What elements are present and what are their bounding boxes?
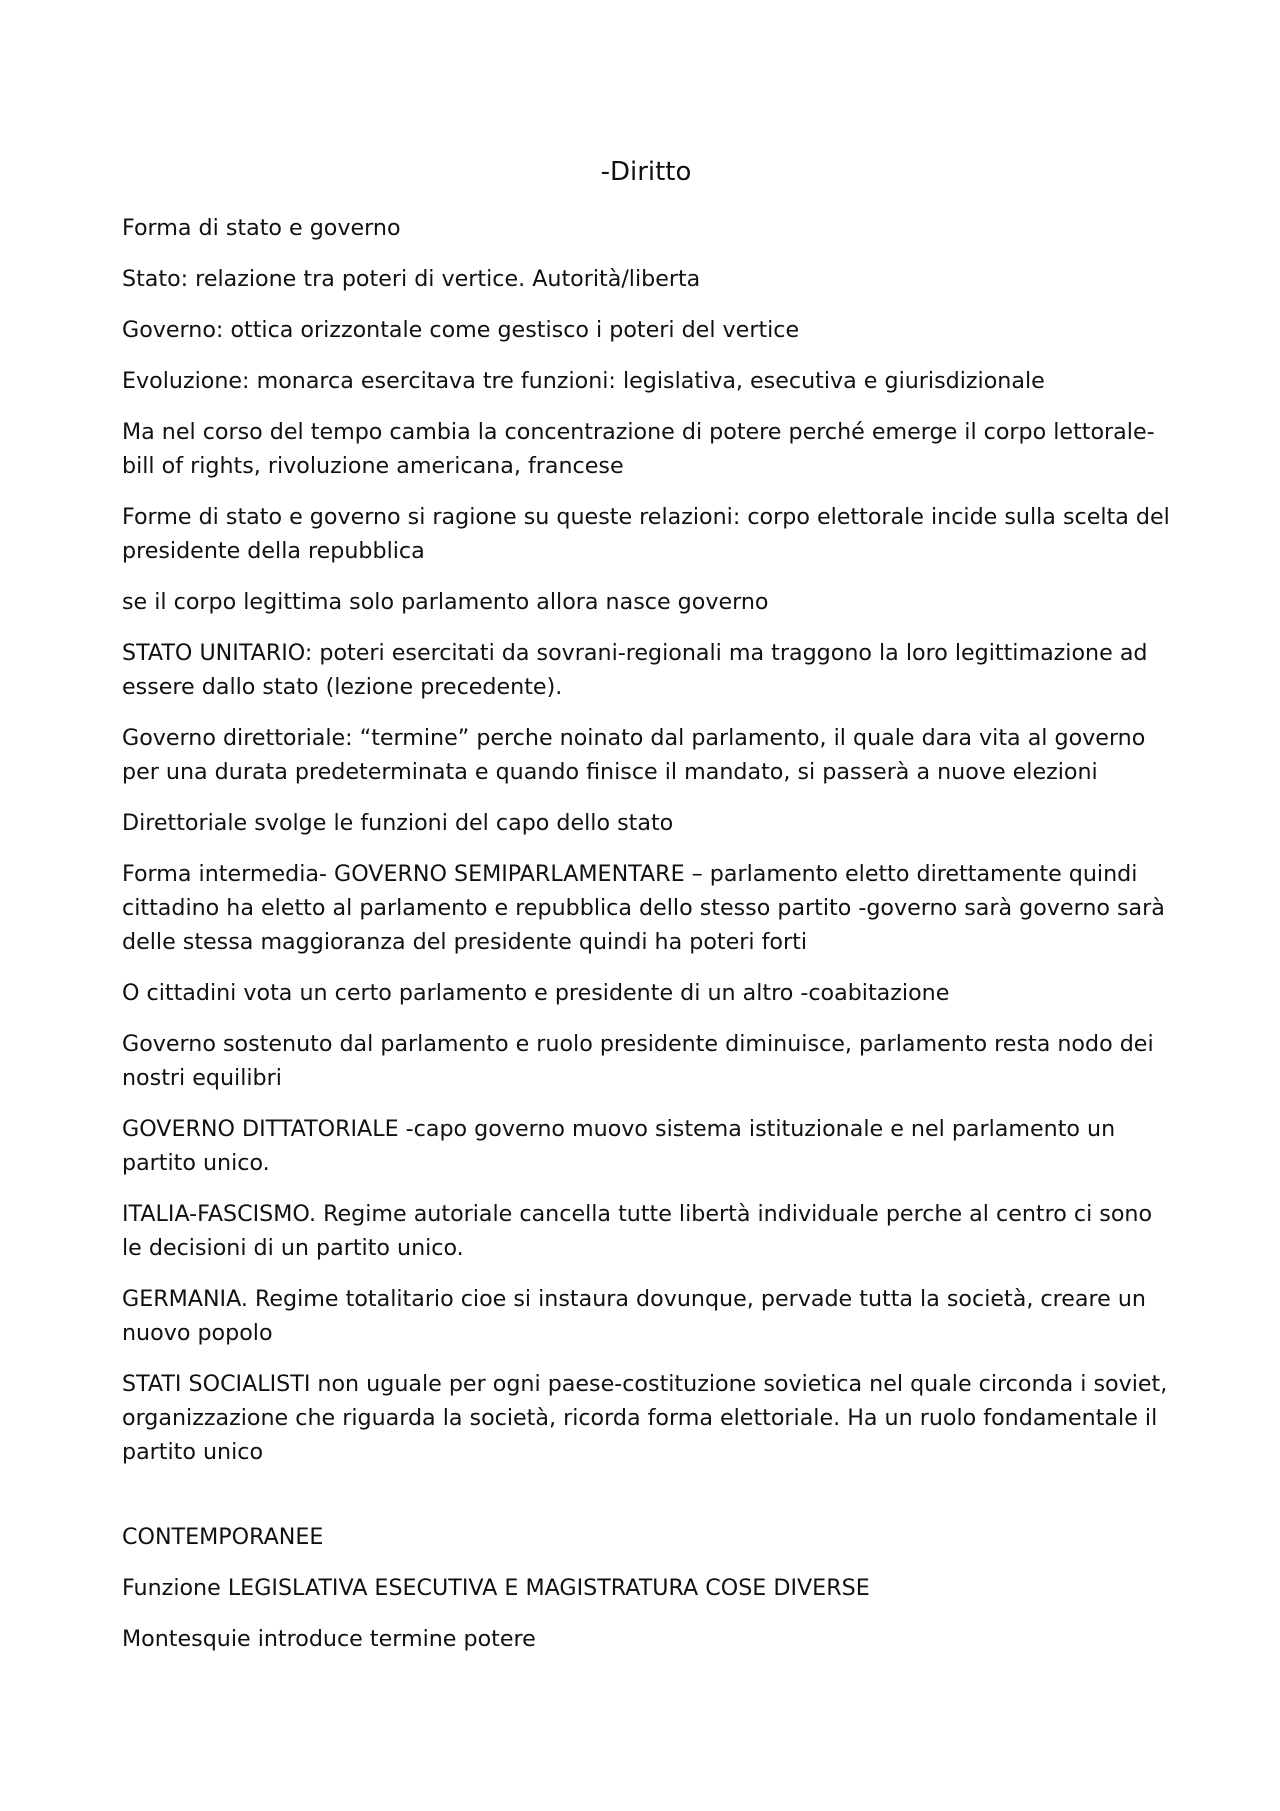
- paragraph: Ma nel corso del tempo cambia la concentrazione di potere perché emerge il corpo lettorale- bill of rights, rivoluzione americana, francese: [122, 419, 1155, 479]
- paragraph: Governo: ottica orizzontale come gestisco i poteri del vertice: [122, 317, 800, 343]
- paragraph: Direttoriale svolge le funzioni del capo dello stato: [122, 810, 674, 836]
- paragraph: Forma intermedia- GOVERNO SEMIPARLAMENTARE – parlamento eletto direttamente quindi cittadino ha eletto al parlamento e repubblica dello stesso partito -governo sarà governo sarà delle stessa maggioranza del presidente quindi ha poteri forti: [122, 861, 1165, 955]
- paragraph: GERMANIA. Regime totalitario cioe si instaura dovunque, pervade tutta la società, creare un nuovo popolo: [122, 1286, 1146, 1346]
- paragraph: Forma di stato e governo: [122, 215, 401, 241]
- paragraph: Forme di stato e governo si ragione su queste relazioni: corpo elettorale incide sulla scelta del presidente della repubblica: [122, 504, 1170, 564]
- paragraph: STATO UNITARIO: poteri esercitati da sovrani-regionali ma traggono la loro legittimazione ad essere dallo stato (lezione precedente).: [122, 640, 1148, 700]
- paragraph: se il corpo legittima solo parlamento allora nasce governo: [122, 589, 769, 615]
- paragraph: Stato: relazione tra poteri di vertice. Autorità/liberta: [122, 266, 701, 292]
- paragraph: Governo direttoriale: “termine” perche noinato dal parlamento, il quale dara vita al governo per una durata predeterminata e quando finisce il mandato, si passerà a nuove elezioni: [122, 725, 1146, 785]
- paragraph: STATI SOCIALISTI non uguale per ogni paese-costituzione sovietica nel quale circonda i soviet, organizzazione che riguarda la società, ricorda forma elettoriale. Ha un ruolo fondamentale il partito unico: [122, 1371, 1168, 1465]
- paragraph: ITALIA-FASCISMO. Regime autoriale cancella tutte libertà individuale perche al centro ci sono le decisioni di un partito unico.: [122, 1201, 1153, 1261]
- paragraph: Evoluzione: monarca esercitava tre funzioni: legislativa, esecutiva e giurisdizionale: [122, 368, 1045, 394]
- document-body: [122, 211, 1176, 1673]
- paragraph: Funzione LEGISLATIVA ESECUTIVA E MAGISTRATURA COSE DIVERSE: [122, 1575, 870, 1601]
- paragraph: GOVERNO DITTATORIALE -capo governo muovo sistema istituzionale e nel parlamento un partito unico.: [122, 1116, 1116, 1176]
- document-title: -Diritto: [600, 157, 692, 187]
- paragraph: Montesquie introduce termine potere: [122, 1626, 536, 1652]
- paragraph: Governo sostenuto dal parlamento e ruolo presidente diminuisce, parlamento resta nodo dei nostri equilibri: [122, 1031, 1154, 1091]
- paragraph: O cittadini vota un certo parlamento e presidente di un altro -coabitazione: [122, 980, 950, 1006]
- section-heading: CONTEMPORANEE: [122, 1524, 324, 1550]
